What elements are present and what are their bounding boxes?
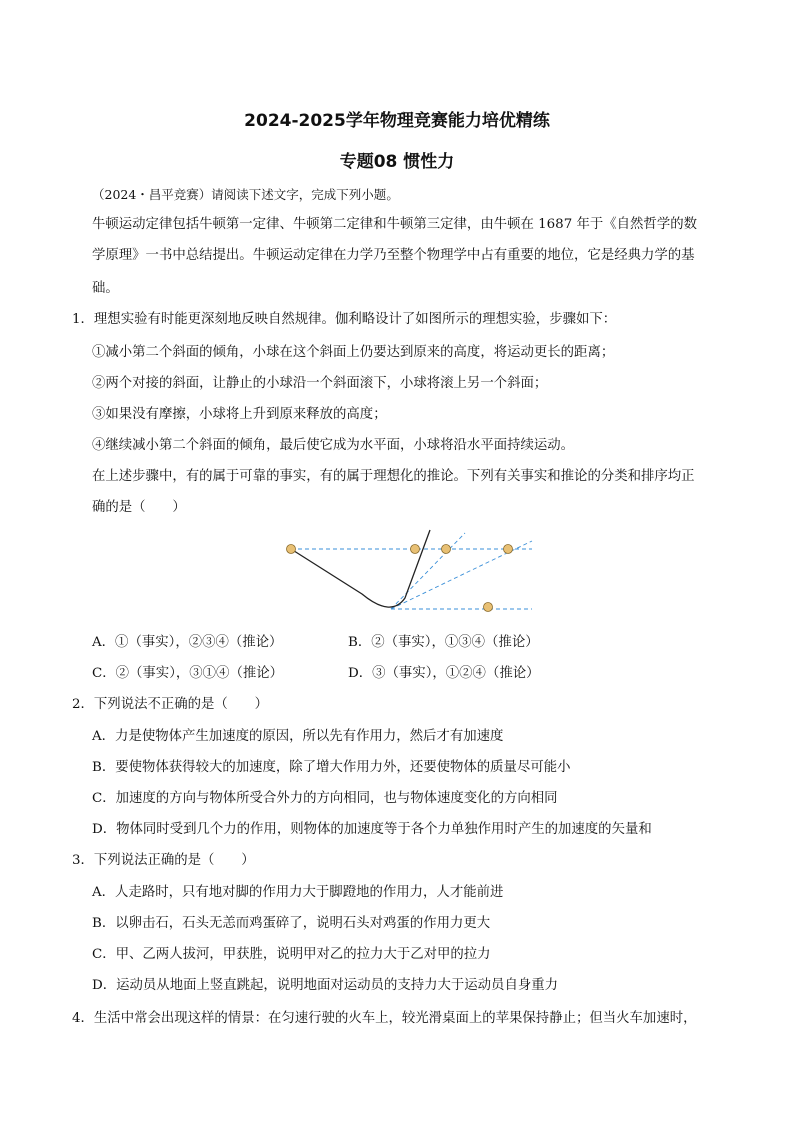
- question-3-stem: 3．下列说法正确的是（ ）: [72, 853, 255, 868]
- question-1-prompt: 确的是（ ）: [92, 500, 186, 515]
- question-1-option-c: C．②（事实），③①④（推论）: [92, 666, 284, 681]
- intro-source: （2024・昌平竞赛）请阅读下述文字，完成下列小题。: [92, 187, 399, 202]
- question-3-option-a: A．人走路时，只有地对脚的作用力大于脚蹬地的作用力，人才能前进: [92, 885, 504, 900]
- question-1-option-a: A．①（事实），②③④（推论）: [92, 635, 283, 650]
- question-4-stem: 4．生活中常会出现这样的情景：在匀速行驶的火车上，较光滑桌面上的苹果保持静止；但当火车加速时，: [72, 1011, 697, 1026]
- question-3-option-b: B．以卵击石，石头无恙而鸡蛋碎了，说明石头对鸡蛋的作用力更大: [92, 916, 491, 931]
- intro-paragraph-line: 础。: [92, 281, 119, 296]
- galileo-inclines-figure: [280, 528, 534, 618]
- question-2-option-b: B．要使物体获得较大的加速度，除了增大作用力外，还要使物体的质量尽可能小: [92, 760, 571, 775]
- question-3-option-c: C．甲、乙两人拔河，甲获胜，说明甲对乙的拉力大于乙对甲的拉力: [92, 947, 491, 962]
- ball: [411, 545, 420, 554]
- document-title: 2024-2025学年物理竞赛能力培优精练: [244, 111, 550, 131]
- dashed-guide-lines: [291, 533, 532, 609]
- intro-paragraph-line: 学原理》一书中总结提出。牛顿运动定律在力学乃至整个物理学中占有重要的地位，它是经典力学的基: [92, 248, 695, 263]
- intro-paragraph-line: 牛顿运动定律包括牛顿第一定律、牛顿第二定律和牛顿第三定律，由牛顿在 1687 年于《自然哲学的数: [92, 217, 697, 232]
- balls: [287, 545, 513, 612]
- ball: [442, 545, 451, 554]
- ball: [287, 545, 296, 554]
- question-1-step: ②两个对接的斜面，让静止的小球沿一个斜面滚下，小球将滚上另一个斜面；: [92, 376, 548, 391]
- question-1-option-d: D．③（事实），①②④（推论）: [348, 666, 540, 681]
- question-2-option-d: D．物体同时受到几个力的作用，则物体的加速度等于各个力单独作用时产生的加速度的矢量和: [92, 822, 652, 837]
- question-1-step: ④继续减小第二个斜面的倾角，最后使它成为水平面，小球将沿水平面持续运动。: [92, 438, 575, 453]
- question-3-option-d: D．运动员从地面上竖直跳起，说明地面对运动员的支持力大于运动员自身重力: [92, 978, 559, 993]
- incline-2-line: [391, 533, 465, 609]
- question-2-option-c: C．加速度的方向与物体所受合外力的方向相同，也与物体速度变化的方向相同: [92, 791, 558, 806]
- incline-surface: [291, 530, 430, 607]
- document-subtitle: 专题08 惯性力: [339, 152, 455, 172]
- ball: [504, 545, 513, 554]
- ball: [484, 603, 493, 612]
- question-1-prompt: 在上述步骤中，有的属于可靠的事实，有的属于理想化的推论。下列有关事实和推论的分类和排序均正: [92, 469, 695, 484]
- question-1-step: ③如果没有摩擦，小球将上升到原来释放的高度；: [92, 407, 387, 422]
- question-1-option-b: B．②（事实），①③④（推论）: [348, 635, 539, 650]
- question-2-option-a: A．力是使物体产生加速度的原因，所以先有作用力，然后才有加速度: [92, 729, 504, 744]
- question-2-stem: 2．下列说法不正确的是（ ）: [72, 697, 268, 712]
- question-1-stem: 1．理想实验有时能更深刻地反映自然规律。伽利略设计了如图所示的理想实验，步骤如下：: [72, 312, 617, 327]
- question-1-step: ①减小第二个斜面的倾角，小球在这个斜面上仍要达到原来的高度，将运动更长的距离；: [92, 345, 615, 360]
